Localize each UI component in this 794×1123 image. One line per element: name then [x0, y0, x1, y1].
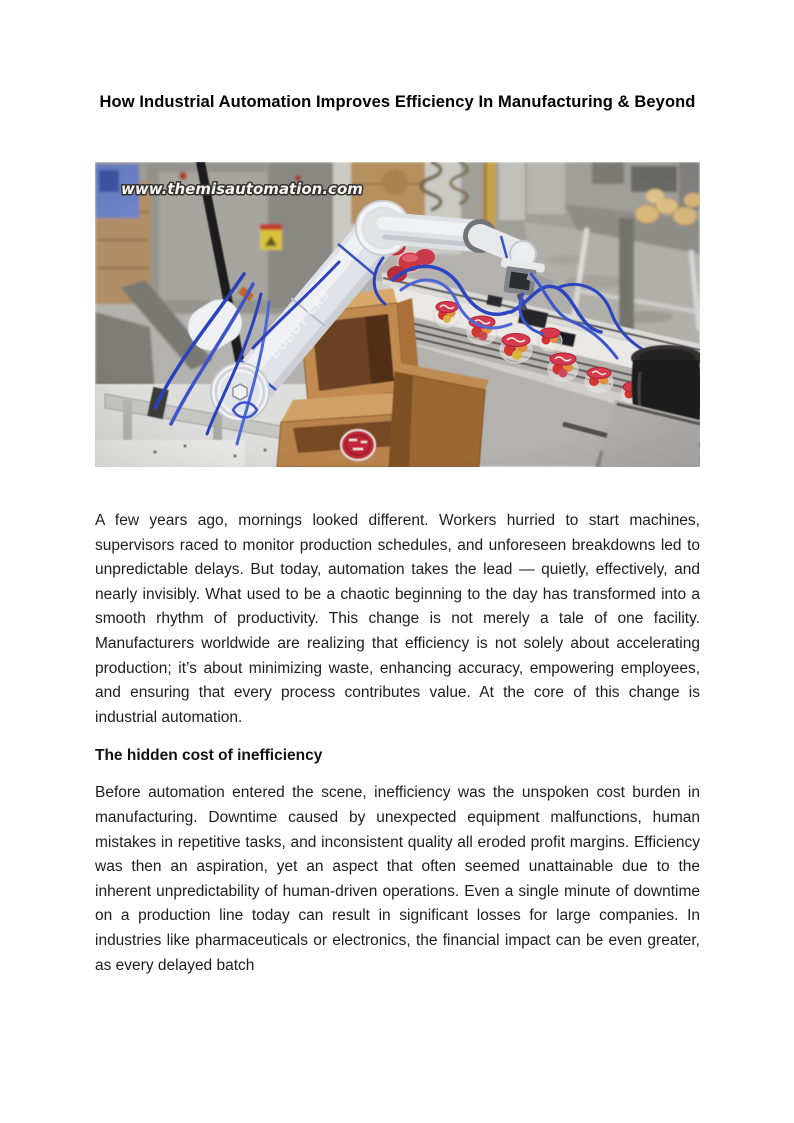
factory-photo [95, 162, 700, 467]
paragraph-intro: A few years ago, mornings looked different. Workers hurried to start machines, supervisors raced to monitor production schedules, and unforeseen breakdowns led to unpredictable delays. But today, automation takes the lead — quietly, effectively, and nearly invisibly. What used to be a chaotic beginning to the day has transformed into a smooth rhythm of productivity. This change is not merely a tale of one facility. Manufacturers worldwide are realizing that efficiency is not solely about accelerating production; it’s about minimizing waste, enhancing accuracy, empowering employees, and ensuring that every process contributes value. At the core of this change is industrial automation. [95, 512, 700, 726]
watermark-text: www.themisautomation.com [121, 180, 363, 198]
section-heading-hidden-cost: The hidden cost of inefficiency [95, 747, 323, 765]
hero-image [95, 162, 700, 467]
article-title: How Industrial Automation Improves Efficiency In Manufacturing & Beyond [99, 93, 696, 111]
paragraph-hidden-cost: Before automation entered the scene, inefficiency was the unspoken cost burden in manufacturing. Downtime caused by unexpected equipment malfunctions, human mistakes in repetitive tasks, and inconsistent quality all eroded profit margins. Efficiency was then an aspiration, yet an aspect that often seemed unattainable due to the inherent unpredictability of human-driven operations. Even a single minute of downtime on a production line today can result in significant losses for large companies. In industries like pharmaceuticals or electronics, the financial impact can be even greater, as every delayed batch [95, 784, 700, 974]
photo-vignette [95, 162, 700, 467]
